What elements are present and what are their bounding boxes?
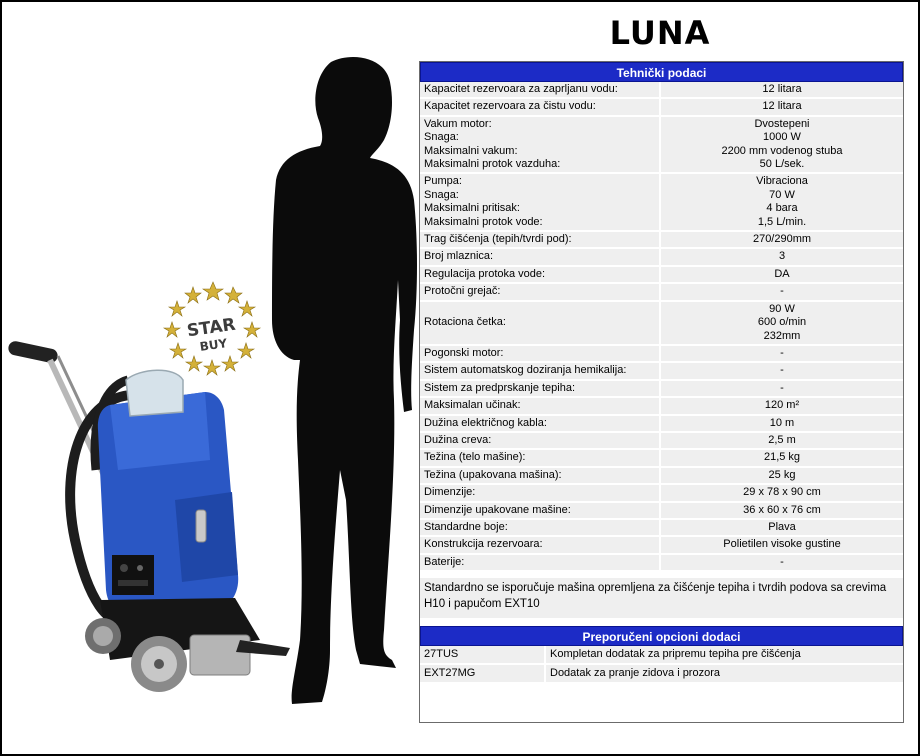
spec-value-line: 25 kg	[768, 468, 796, 481]
spec-label-line: Težina (upakovana mašina):	[424, 468, 562, 481]
spec-value-line: DA	[774, 267, 790, 280]
option-description: Kompletan dodatak za pripremu tepiha pre čišćenja	[550, 648, 801, 661]
spec-value-line: 50 L/sek.	[759, 158, 805, 171]
spec-row	[420, 232, 903, 249]
technical-specs-panel	[419, 61, 904, 723]
spec-value-line: -	[780, 285, 784, 298]
standard-equipment-note: Standardno se isporučuje mašina opremljena za čišćenje tepiha i tvrdih podova sa crevima H10 i papučom EXT10	[420, 578, 903, 618]
spec-value	[661, 398, 903, 413]
spec-value	[661, 232, 903, 247]
spec-value	[661, 537, 903, 552]
spec-label	[420, 503, 661, 518]
spec-value-line: 600 o/min	[757, 316, 807, 329]
spec-value-line: 29 x 78 x 90 cm	[743, 486, 821, 499]
spec-value	[661, 433, 903, 448]
spec-label	[420, 284, 661, 299]
spec-row	[420, 520, 903, 537]
spec-row	[420, 99, 903, 116]
spec-row	[420, 82, 903, 99]
spec-label-line: Sistem automatskog doziranja hemikalija:	[424, 364, 627, 377]
spec-label	[420, 468, 661, 483]
spec-value	[661, 555, 903, 570]
spec-row	[420, 381, 903, 398]
spec-value-line: 70 W	[769, 188, 795, 201]
spec-row	[420, 485, 903, 502]
spec-value-line: 21,5 kg	[763, 451, 801, 464]
spec-label-line: Rotaciona četka:	[424, 316, 506, 329]
spec-row	[420, 174, 903, 232]
spec-value	[661, 117, 903, 173]
spec-value-line: 12 litara	[762, 100, 802, 113]
spec-label-line: Konstrukcija rezervoara:	[424, 538, 543, 551]
spec-label	[420, 537, 661, 552]
spec-label-line: Sistem za predprskanje tepiha:	[424, 381, 576, 394]
spec-label	[420, 433, 661, 448]
spec-value	[661, 99, 903, 114]
spec-value-line: Vibraciona	[756, 175, 808, 188]
spec-value	[661, 363, 903, 378]
spec-row	[420, 450, 903, 467]
spec-label-line: Maksimalni protok vode:	[424, 215, 543, 228]
spec-label	[420, 82, 661, 97]
spec-label	[420, 346, 661, 361]
spec-label	[420, 398, 661, 413]
spec-value-line: -	[780, 346, 784, 359]
option-row	[420, 665, 903, 684]
spec-label	[420, 249, 661, 264]
spec-label	[420, 363, 661, 378]
spec-row	[420, 117, 903, 175]
spec-label-line: Snaga:	[424, 188, 459, 201]
spec-label-line: Vakum motor:	[424, 117, 492, 130]
specs-header: Tehnički podaci	[420, 62, 903, 82]
spec-label-line: Broj mlaznica:	[424, 250, 494, 263]
spec-value-line: 36 x 60 x 76 cm	[743, 503, 821, 516]
spec-label-line: Pogonski motor:	[424, 346, 504, 359]
spec-value-line: -	[780, 381, 784, 394]
spec-label	[420, 117, 661, 173]
spec-label	[420, 381, 661, 396]
spec-row	[420, 346, 903, 363]
spec-value-line: Polietilen visoke gustine	[723, 538, 841, 551]
spec-label	[420, 520, 661, 535]
spec-row	[420, 398, 903, 415]
spec-label-line: Pumpa:	[424, 175, 462, 188]
spec-row	[420, 433, 903, 450]
spec-table	[420, 82, 903, 572]
spec-value	[661, 520, 903, 535]
spec-label	[420, 232, 661, 247]
spec-label-line: Regulacija protoka vode:	[424, 267, 546, 280]
spec-row	[420, 284, 903, 301]
option-description: Dodatak za pranje zidova i prozora	[550, 667, 720, 680]
star-buy-badge	[164, 282, 260, 375]
product-illustration	[0, 50, 420, 750]
spec-label-line: Maksimalni protok vazduha:	[424, 158, 561, 171]
spec-value-line: 2200 mm vodenog stuba	[721, 144, 843, 157]
spec-label-line: Baterije:	[424, 555, 465, 568]
carpet-cleaner-machine	[7, 340, 290, 692]
spec-label-line: Snaga:	[424, 131, 459, 144]
spec-value-line: 90 W	[769, 302, 795, 315]
spec-value	[661, 450, 903, 465]
spec-value	[661, 267, 903, 282]
spec-value	[661, 468, 903, 483]
spec-value-line: 1000 W	[763, 131, 801, 144]
spec-value	[661, 485, 903, 500]
spec-row	[420, 555, 903, 572]
spec-label-line: Standardne boje:	[424, 520, 508, 533]
spec-value-line: 10 m	[769, 416, 795, 429]
spec-row	[420, 302, 903, 346]
spec-label-line: Dužina električnog kabla:	[424, 416, 547, 429]
spec-row	[420, 249, 903, 266]
spec-value	[661, 249, 903, 264]
person-silhouette	[272, 57, 417, 704]
spec-label-line: Težina (telo mašine):	[424, 451, 526, 464]
spec-label-line: Protočni grejač:	[424, 285, 501, 298]
spec-value-line: 232mm	[763, 329, 801, 342]
spec-label-line: Maksimalni vakum:	[424, 144, 518, 157]
spec-row	[420, 503, 903, 520]
spec-label-line: Kapacitet rezervoara za čistu vodu:	[424, 100, 596, 113]
spec-label-line: Trag čišćenja (tepih/tvrdi pod):	[424, 233, 572, 246]
spec-value	[661, 302, 903, 344]
spec-value-line: 120 m²	[764, 399, 800, 412]
spec-label-line: Kapacitet rezervoara za zaprljanu vodu:	[424, 83, 618, 95]
spec-value-line: 1,5 L/min.	[757, 215, 807, 228]
spec-value	[661, 346, 903, 361]
option-row	[420, 646, 903, 665]
spec-label	[420, 267, 661, 282]
spec-label	[420, 485, 661, 500]
spec-value-line: -	[780, 555, 784, 568]
option-code: EXT27MG	[420, 665, 546, 682]
spec-value	[661, 82, 903, 97]
spec-value-line: 270/290mm	[752, 233, 812, 246]
spec-value	[661, 503, 903, 518]
spec-row	[420, 416, 903, 433]
spec-value	[661, 416, 903, 431]
spec-value-line: 2,5 m	[768, 433, 796, 446]
product-title: LUNA	[609, 14, 711, 52]
spec-label	[420, 302, 661, 344]
spec-row	[420, 468, 903, 485]
badge-line1: STAR	[185, 314, 237, 342]
spec-value-line: Plava	[768, 520, 796, 533]
spec-label-line: Dimenzije:	[424, 486, 476, 499]
options-table	[420, 646, 903, 684]
spec-value	[661, 284, 903, 299]
spec-label-line: Maksimalni pritisak:	[424, 202, 520, 215]
spec-label	[420, 174, 661, 230]
spec-label-line: Dužina creva:	[424, 433, 492, 446]
spec-value-line: 3	[778, 250, 786, 263]
spec-label	[420, 416, 661, 431]
spec-value	[661, 381, 903, 396]
badge-line2: BUY	[198, 336, 229, 354]
spec-label	[420, 450, 661, 465]
spec-row	[420, 363, 903, 380]
spec-value-line: Dvostepeni	[754, 117, 810, 130]
spec-value	[661, 174, 903, 230]
spec-label-line: Maksimalan učinak:	[424, 399, 521, 412]
spec-label-line: Dimenzije upakovane mašine:	[424, 503, 571, 516]
options-header: Preporučeni opcioni dodaci	[420, 626, 903, 646]
spec-value-line: 4 bara	[766, 202, 798, 215]
spec-value-line: 12 litara	[762, 83, 802, 95]
spec-value-line: -	[780, 364, 784, 377]
spec-label	[420, 555, 661, 570]
option-code: 27TUS	[420, 646, 546, 663]
spec-label	[420, 99, 661, 114]
spec-row	[420, 267, 903, 284]
spec-row	[420, 537, 903, 554]
